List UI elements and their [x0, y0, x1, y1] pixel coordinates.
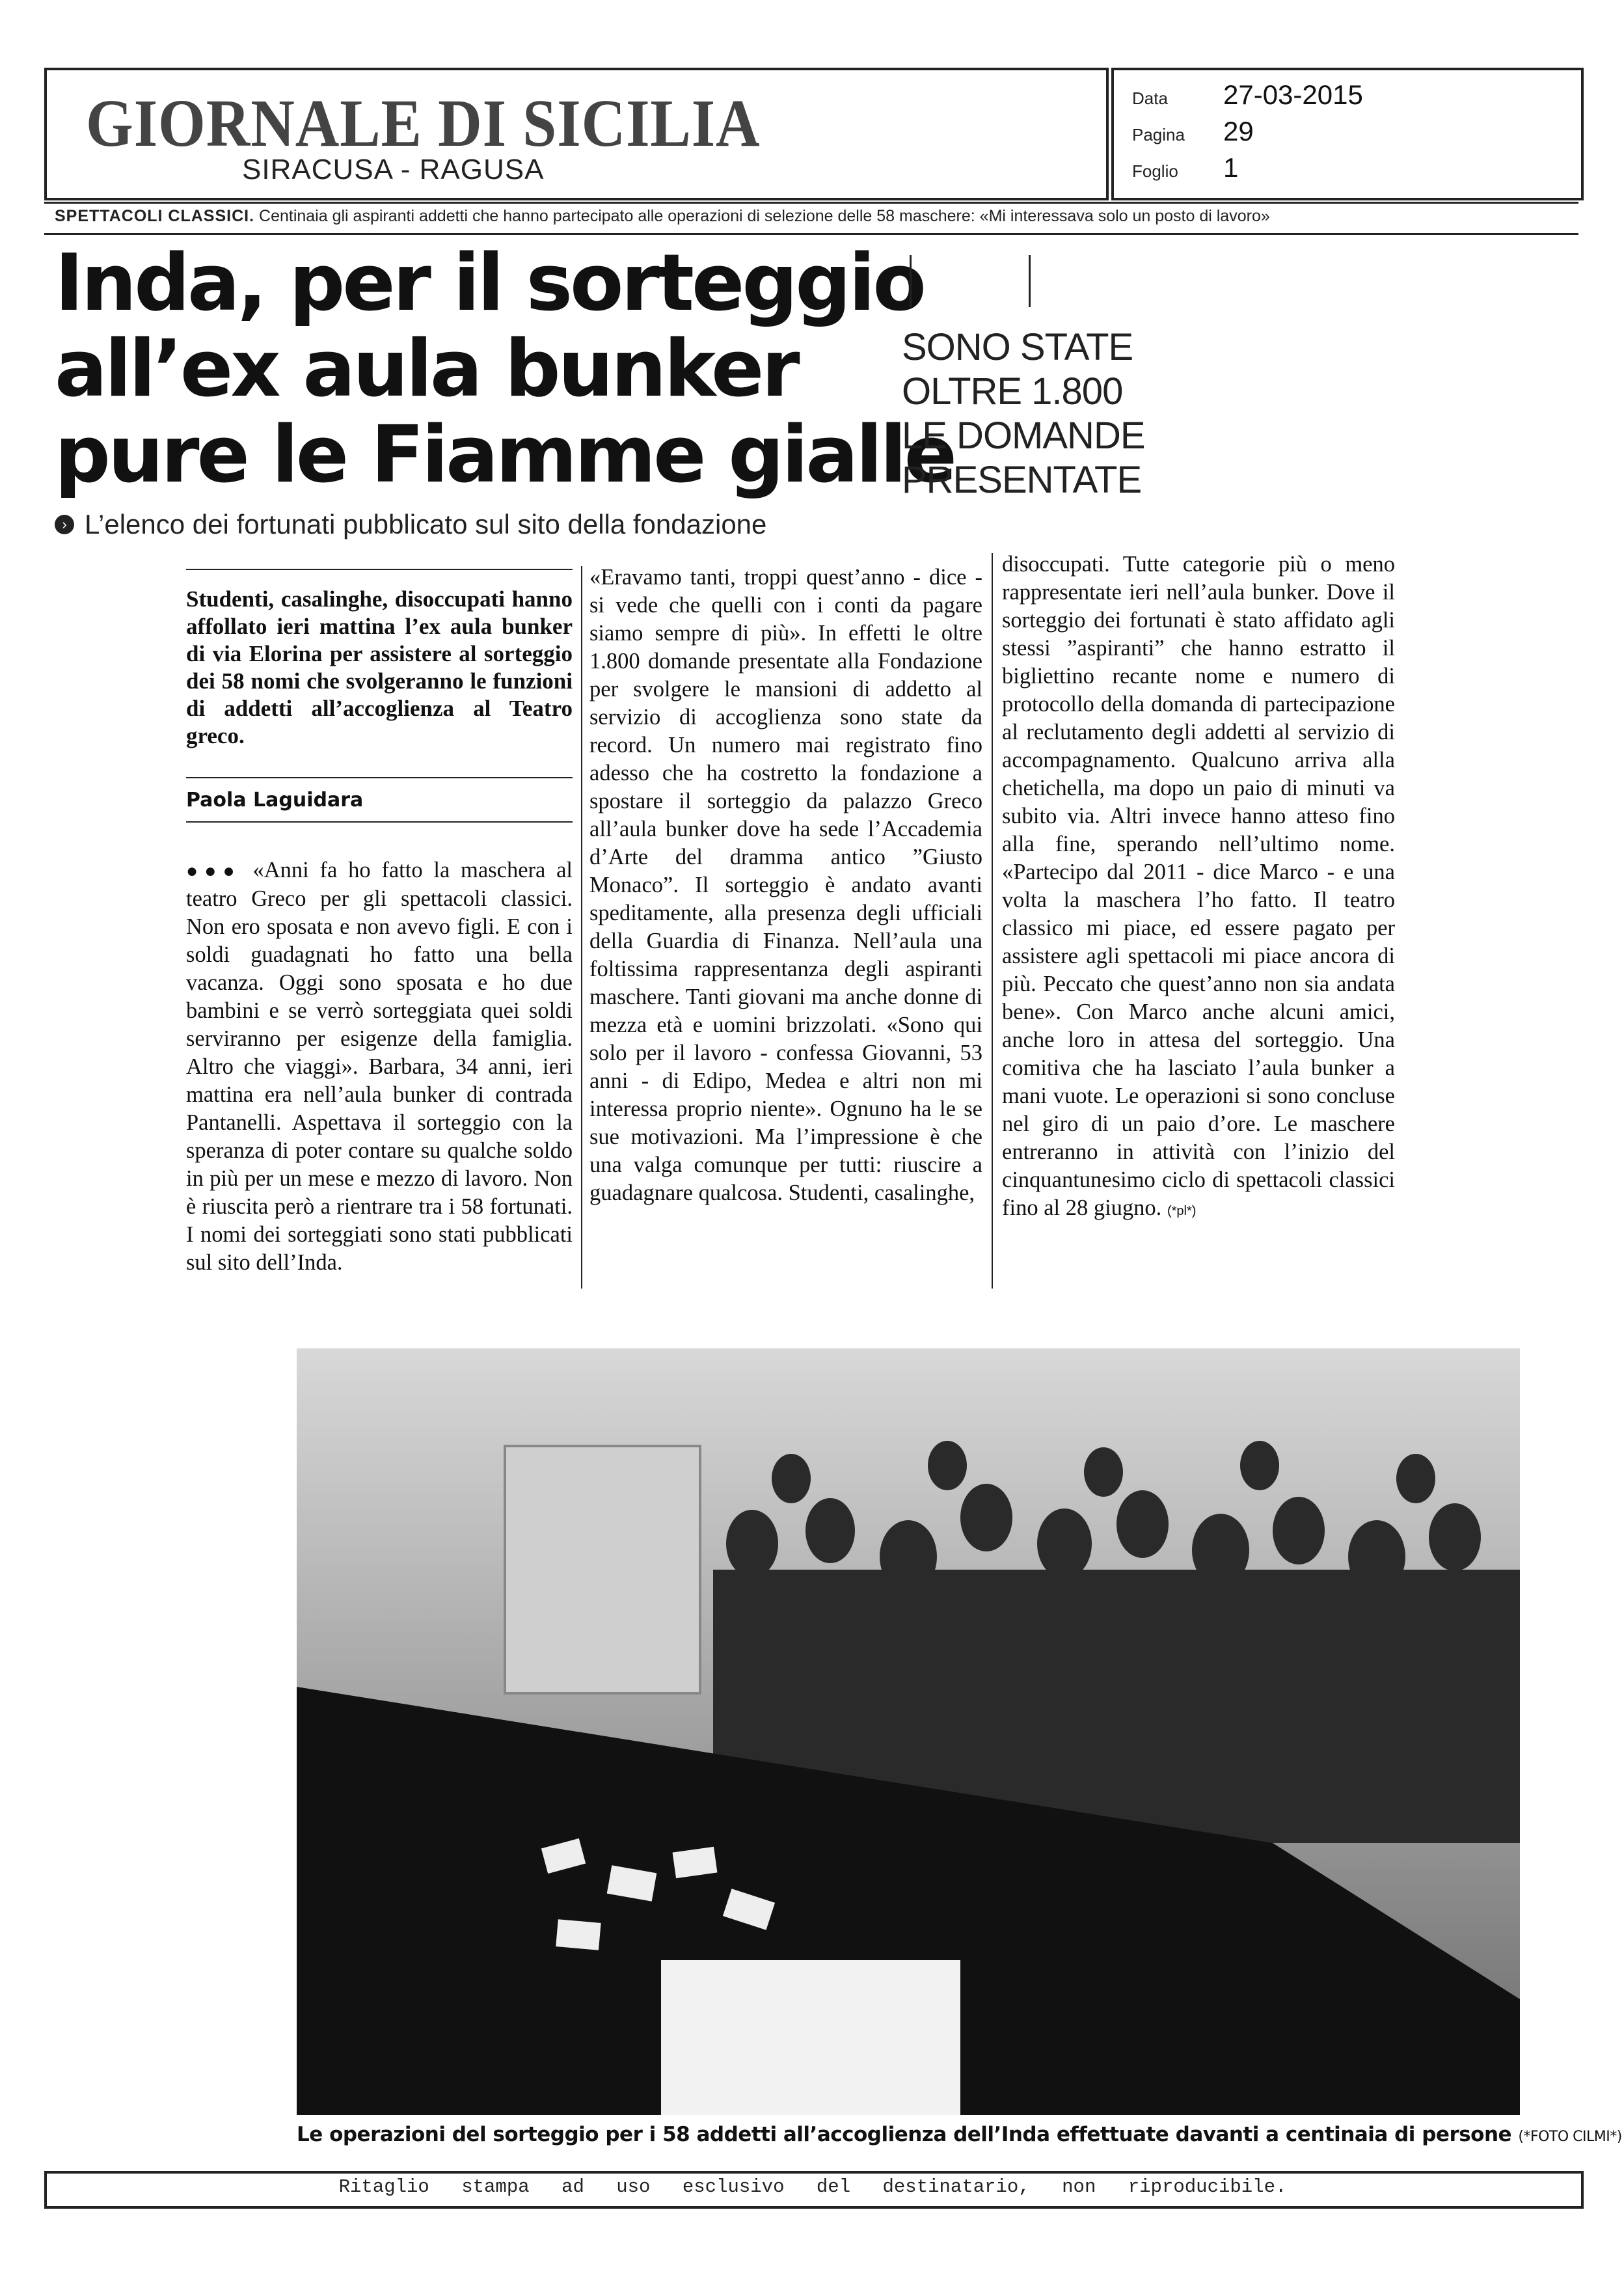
meta-page-value: 29 — [1223, 116, 1254, 146]
standfirst — [55, 509, 766, 540]
article-column-1-text: «Anni fa ho fatto la maschera al teatro Greco per gli spettacoli classici. Non ero sposata e non avevo figli. E con i soldi guadagnati ho fatto una bella vacanza. Oggi sono sposata e ho due bambini e se verrò sorteggiata quei soldi serviranno per esigenze della famiglia. Altro che viaggi». Barbara, 34 anni, ieri mattina era nell’aula bunker di contrada Pantanelli. Aspettava il sorteggio con la speranza di poter contare su qualche soldo in più per un mese e mezzo di lavoro. Non è riuscita però a rientrare tra i 58 fortunati. I nomi dei sorteggiati sono stati pubblicati sul sito dell’Inda. — [186, 858, 573, 1275]
meta-page-label: Pagina — [1132, 125, 1185, 144]
headline-line-3: pure le Fiamme gialle — [55, 410, 954, 500]
top-rule — [44, 202, 1578, 204]
newspaper-title: GIORNALE DI SICILIA — [86, 86, 761, 161]
chevron-right-icon: › — [55, 515, 74, 534]
sidebox-line-2: OLTRE 1.800 — [902, 370, 1123, 413]
meta-sheet-row — [1132, 152, 1238, 184]
article-photo — [297, 1348, 1520, 2115]
lead-top-rule — [186, 569, 573, 570]
photo-caption-text: Le operazioni del sorteggio per i 58 addetti all’accoglienza dell’Inda effettuate davanti a centinaia di persone — [297, 2123, 1512, 2146]
photo-caption — [297, 2123, 1622, 2146]
masthead-box — [44, 68, 1109, 200]
kicker-rule — [44, 233, 1578, 235]
sidebox-line-3: LE DOMANDE — [902, 415, 1145, 457]
lead-bottom-rule — [186, 777, 573, 778]
meta-sheet-value: 1 — [1223, 152, 1239, 183]
article-column-1 — [186, 856, 573, 1277]
column-divider-1 — [581, 566, 582, 1289]
standfirst-text: L’elenco dei fortunati pubblicato sul sito della fondazione — [85, 509, 767, 539]
kicker-text: Centinaia gli aspiranti addetti che hanno partecipato alle operazioni di selezione delle 58 maschere: «Mi interessava solo un posto di lavoro» — [259, 207, 1270, 225]
photo-credit: (*FOTO CILMI*) — [1518, 2129, 1622, 2145]
sidebox-line-1: SONO STATE — [902, 326, 1133, 368]
photo-scene — [297, 1348, 1520, 2115]
headline-line-2: all’ex aula bunker — [55, 324, 798, 415]
lead-paragraph: Studenti, casalinghe, disoccupati hanno affollato ieri mattina l’ex aula bunker di via Elorina per assistere al sorteggio dei 58 nomi che svolgeranno le funzioni di addetti all’accoglienza al Teatro greco. — [186, 586, 573, 748]
kicker — [55, 207, 1577, 226]
headline — [55, 238, 954, 500]
byline-rule — [186, 821, 573, 823]
column-divider-2 — [992, 553, 993, 1289]
headline-line-1: Inda, per il sorteggio — [55, 238, 924, 329]
sidebox-marker — [910, 255, 1031, 307]
clipping-meta-box — [1111, 68, 1584, 200]
paper-sheet — [661, 1960, 960, 2115]
sidebox — [902, 325, 1149, 502]
article-column-2: «Eravamo tanti, troppi quest’anno - dice - si vede che quelli con i conti da pagare siamo sempre di più». In effetti le oltre 1.800 domande presentate alla Fondazione per svolgere le mansioni di addetto al servizio di accoglienza sono state da record. Un numero mai registrato fino adesso che ha costretto la fondazione a spostare il sorteggio da palazzo Greco all’aula bunker dove ha sede l’Accademia d’Arte del dramma antico ”Giusto Monaco”. Il sorteggio è andato avanti speditamente, alla presenza degli ufficiali della Guardia di Finanza. Nell’aula una foltissima rappresentanza degli aspiranti maschere. Tanti giovani ma anche donne di mezza età e uomini brizzolati. «Sono qui solo per il lavoro - confessa Giovanni, 53 anni - di Edipo, Medea e altri non mi interessa proprio niente». Ognuno ha le se sue motivazioni. Ma l’impressione è che una valga comunque per tutti: riuscire a guadagnare qualcosa. Studenti, casalinghe, — [589, 565, 982, 1205]
meta-date-value: 27-03-2015 — [1223, 79, 1363, 110]
newspaper-edition: SIRACUSA - RAGUSA — [242, 154, 545, 185]
article-column-3 — [1002, 551, 1395, 1225]
meta-date-label: Data — [1132, 89, 1168, 108]
author-signature: (*pl*) — [1167, 1204, 1197, 1218]
kicker-section: SPETTACOLI CLASSICI. — [55, 207, 255, 225]
meta-page-row — [1132, 116, 1254, 147]
paragraph-dots-icon: ●●● — [186, 860, 253, 882]
sidebox-line-4: PRESENTATE — [902, 459, 1142, 501]
article-column-3-text: disoccupati. Tutte categorie più o meno rappresentate ieri nell’aula bunker. Dove il sorteggio dei fortunati è stato affidato agli stessi ”aspiranti” che hanno estratto il bigliettino recante nome e numero di protocollo della domanda di partecipazione al reclutamento degli addetti al servizio di accompagnamento. Qualcuno arriva alla chetichella, ma dopo un paio di minuti va subito via. Altri invece hanno atteso fino alla fine, sperando nell’ultimo nome. «Partecipo dal 2011 - dice Marco - e una volta la maschera l’ho fatto. Il teatro classico mi piace, ed essere pagato per assistere agli spettacoli mi piace ancora di più. Peccato che quest’anno non sia andata bene». Con Marco anche alcuni amici, anche loro in attesa del sorteggio. Una comitiva che ha lasciato l’aula bunker a mani vuote. Le operazioni si sono concluse nel giro di un paio d’ore. Le maschere entreranno in attività con l’inizio del cinquantunesimo ciclo di spettacoli classici fino al 28 giugno. — [1002, 552, 1395, 1220]
meta-sheet-label: Foglio — [1132, 161, 1178, 181]
meta-date-row — [1132, 79, 1363, 111]
footer-notice: Ritaglio stampa ad uso esclusivo del destinatario, non riproducibile. — [338, 2176, 1287, 2198]
byline: Paola Laguidara — [186, 789, 364, 812]
ballot-box — [505, 1446, 700, 1693]
